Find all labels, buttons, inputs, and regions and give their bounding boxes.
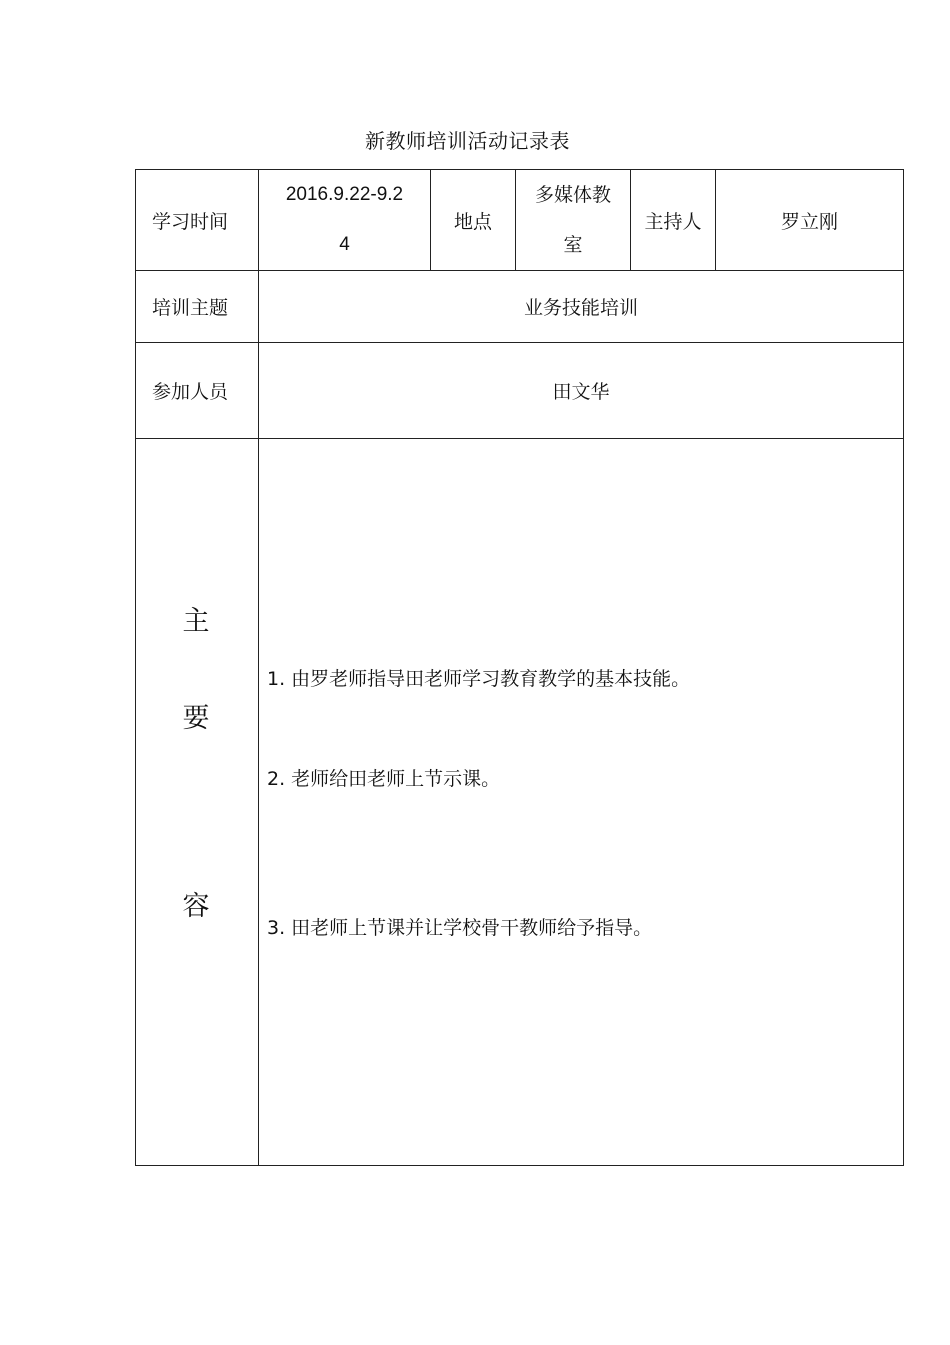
content-item-2: 2. 老师给田老师上节示课。 [267,768,501,790]
content-item-1: 1. 由罗老师指导田老师学习教育教学的基本技能。 [267,668,691,690]
place-value-line1: 多媒体教 [534,184,611,206]
place-label: 地点 [431,170,516,271]
topic-row [136,271,904,343]
header-row [136,170,904,271]
record-table [135,169,904,1166]
time-value [259,170,431,271]
place-value-line2: 室 [563,234,583,256]
topic-label: 培训主题 [136,271,259,343]
host-label: 主持人 [631,170,716,271]
participants-label: 参加人员 [136,343,259,439]
content-row [136,439,904,1166]
page-title: 新教师培训活动记录表 [365,129,570,153]
host-value: 罗立刚 [716,170,904,271]
participants-row [136,343,904,439]
time-value-line1: 2016.9.22-9.2 [285,184,404,205]
content-item-3: 3. 田老师上节课并让学校骨干教师给予指导。 [267,917,653,939]
place-value [516,170,631,271]
content-label-char-3: 容 [182,891,210,922]
content-label-char-1: 主 [182,606,210,637]
content-body [259,439,904,1166]
participants-value: 田文华 [259,343,904,439]
content-label-char-2: 要 [182,703,210,734]
time-label: 学习时间 [136,170,259,271]
topic-value: 业务技能培训 [259,271,904,343]
content-label [136,439,259,1166]
time-value-line2: 4 [339,234,350,255]
